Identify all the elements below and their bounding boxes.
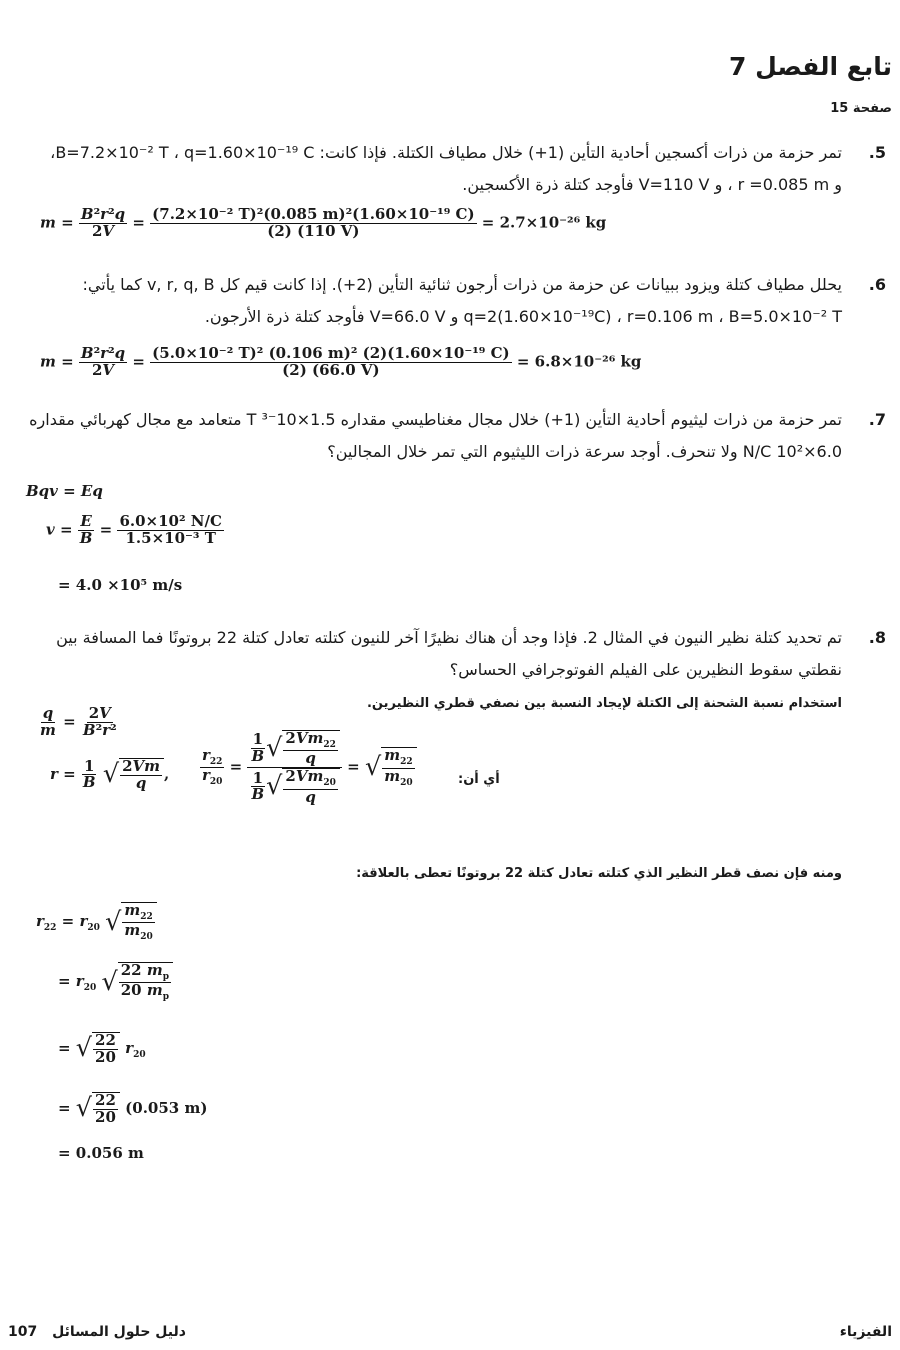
question-8-line-1: تم تحديد كتلة نظير النيون في المثال 2. فإذا وجد أن هناك نظيرًا آخر للنيون كتلته تعادل كتلة 22 بروتونًا فما المسافة بين	[56, 628, 842, 647]
q7-denominator: 1.5×10⁻³ T	[125, 528, 216, 547]
footer-left	[8, 1324, 186, 1340]
question-8-line-2: نقطتي سقوط النظيرين على الفيلم الفوتوجرافي الحساس؟	[449, 660, 842, 679]
chapter-title: تابع الفصل 7	[729, 52, 892, 81]
q7-result: = 4.0 ×10⁵ m/s	[58, 576, 183, 594]
question-number-8: .8	[868, 628, 886, 647]
question-6-equation: m = $\frac{\text{B²r²q}}{2V}$ = $\frac{\text{(5.0×10⁻² T)² (0.106 m)² (2)(1.60×10⁻¹⁹ C)}}{(2) (66.0 V)}$ = 6.8×10⁻²⁶ kg	[40, 344, 642, 379]
question-7-velocity-equation: v = $\frac{E}{B}$ = $\frac{\text{6.0×10² N/C}}{\text{1.5×10⁻³ T}}$	[46, 512, 222, 547]
q8-result: = 0.056 m	[58, 1144, 144, 1162]
r22-step-1: $r_{22} = r_{20}$ √ $\frac{m_{22}}{m_{20}}$	[36, 902, 157, 943]
r22-step-4-value: (0.053 m)	[125, 1098, 208, 1117]
footer-book-title: دليل حلول المسائل	[52, 1324, 186, 1340]
question-5-line-2: و r =0.085 m ، و V=110 V فأوجد كتلة ذرة الأكسجين.	[462, 175, 842, 194]
q5-result: = 2.7×10⁻²⁶ kg	[481, 213, 607, 232]
r22-step-4: = √ $\frac{22}{20}$ (0.053 m)	[58, 1091, 208, 1126]
q6-result: = 6.8×10⁻²⁶ kg	[516, 352, 642, 371]
q6-denominator: (2) (66.0 V)	[282, 360, 380, 379]
question-5-equation: m = $\frac{\text{B²r²q}}{2V}$ = $\frac{\text{(7.2×10⁻² T)²(0.085 m)²(1.60×10⁻¹⁹ C)}}{(2) (110 V)}$ = 2.7×10⁻²⁶ kg	[40, 205, 607, 240]
footer-subject: الفيزياء	[839, 1324, 892, 1340]
question-8-relation-note: ومنه فإن نصف قطر النظير الذي كتلته تعادل كتلة 22 بروتونًا تعطى بالعلاقة:	[356, 866, 842, 881]
q6-numerator: (5.0×10⁻² T)² (0.106 m)² (2)(1.60×10⁻¹⁹ C)	[152, 344, 510, 362]
q7-numerator: 6.0×10² N/C	[119, 512, 222, 530]
question-number-7: .7	[868, 410, 886, 429]
question-7-line-1: تمر حزمة من ذرات ليثيوم أحادية التأين (1+) خلال مجال مغناطيسي مقداره 1.5×10⁻³ T متعامد مع مجال كهربائي مقداره	[29, 410, 842, 429]
question-5-line-1: تمر حزمة من ذرات أكسجين أحادية التأين (1+) خلال مطياف الكتلة. فإذا كانت: B=7.2×10⁻² T ، q=1.60×10⁻¹⁹ C،	[50, 143, 842, 162]
r22-step-3: = √ $\frac{22}{20}$ $r_{20}$	[58, 1031, 146, 1066]
question-8-method-note: استخدام نسبة الشحنة إلى الكتلة لإيجاد النسبة بين نصفي قطري النظيرين.	[366, 696, 842, 711]
question-7-force-balance: Bqv = Eq	[26, 482, 103, 500]
question-7-line-2: 6.0×10² N/C ولا تنحرف. أوجد سرعة ذرات الليثيوم التي تمر خلال المجالين؟	[327, 442, 842, 461]
page-number: 107	[8, 1324, 38, 1340]
question-number-6: .6	[868, 275, 886, 294]
radius-equation: r = $\frac{1}{B}$ √ $\frac{2Vm}{q}$ ,	[50, 756, 170, 792]
question-6-line-2: q=2(1.60×10⁻¹⁹C) ، r=0.106 m ، B=5.0×10⁻² T و V=66.0 V فأوجد كتلة ذرة الأرجون.	[204, 307, 842, 326]
that-is-label: أي أن:	[458, 772, 500, 787]
question-number-5: .5	[868, 143, 886, 162]
r22-step-2: = $r_{20}$ √ $\frac{22 m_p}{20 m_p}$	[58, 962, 173, 1003]
question-6-line-1: يحلل مطياف كتلة ويزود ببيانات عن حزمة من ذرات أرجون ثنائية التأين (2+). إذا كانت قيم كل v, r, q, B كما يأتي:	[82, 275, 842, 294]
q5-denominator: (2) (110 V)	[267, 221, 360, 240]
page-reference: صفحة 15	[830, 101, 892, 116]
charge-mass-ratio-equation: $\frac{q}{m}$ = $\frac{2V}{\text{B²r²}}$	[40, 704, 117, 739]
q5-numerator: (7.2×10⁻² T)²(0.085 m)²(1.60×10⁻¹⁹ C)	[152, 205, 475, 223]
radius-ratio-equation: $\frac{r_{22}}{r_{20}}$ = $\frac{1}{B}$ √ $\frac{2Vm_{22}}{q}$ $\frac{1}{B}$ √ $\frac{2Vm_{20}}{q}$ = √ $\frac{m_{22}}{m_{20}}$	[200, 730, 417, 805]
